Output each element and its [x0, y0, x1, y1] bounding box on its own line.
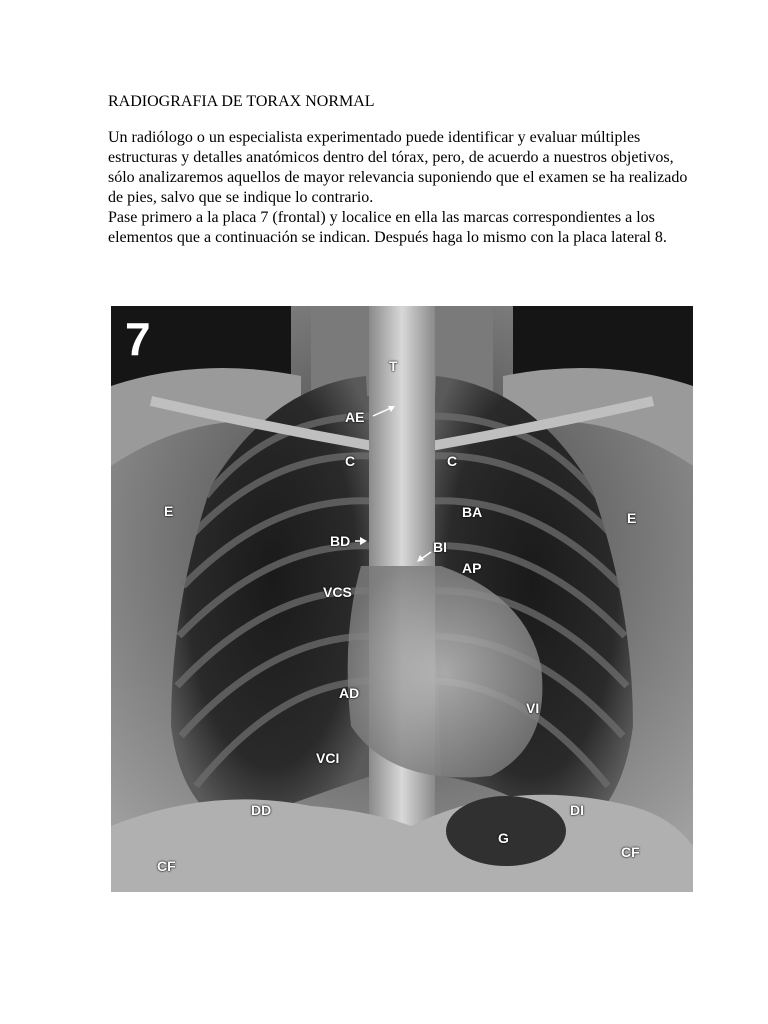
label-g: G — [498, 830, 509, 846]
label-c-right: C — [345, 453, 356, 469]
label-cf-left: CF — [621, 844, 640, 860]
label-ap: AP — [462, 560, 482, 576]
plate-number: 7 — [125, 313, 151, 365]
label-ba: BA — [462, 504, 483, 520]
radiograph-image — [111, 306, 693, 892]
label-c-left: C — [447, 453, 458, 469]
label-bd: BD — [330, 533, 351, 549]
label-di: DI — [570, 802, 584, 818]
document-body — [108, 128, 688, 248]
label-e-right: E — [164, 503, 174, 519]
label-vci: VCI — [316, 750, 340, 766]
instruction-paragraph: Pase primero a la placa 7 (frontal) y localice en ella las marcas correspondientes a los elementos que a continuación se indican. Después haga lo mismo con la placa lateral 8. — [108, 209, 667, 246]
label-bi: BI — [433, 539, 447, 555]
label-ae: AE — [345, 409, 365, 425]
label-vcs: VCS — [323, 584, 352, 600]
label-e-left: E — [627, 510, 637, 526]
document-title: RADIOGRAFIA DE TORAX NORMAL — [108, 93, 375, 110]
label-vi: VI — [526, 700, 540, 716]
label-dd: DD — [251, 802, 272, 818]
label-ad: AD — [339, 685, 360, 701]
chest-radiograph — [111, 306, 693, 892]
label-cf-right: CF — [157, 858, 176, 874]
intro-paragraph: Un radiólogo o un especialista experimentado puede identificar y evaluar múltiples estructuras y detalles anatómicos dentro del tórax, pero, de acuerdo a nuestros objetivos, sólo analizaremos aquellos de mayor relevancia suponiendo que el examen se ha realizado de pies, salvo que se indique lo contrario. — [108, 129, 688, 206]
label-t: T — [389, 358, 398, 374]
